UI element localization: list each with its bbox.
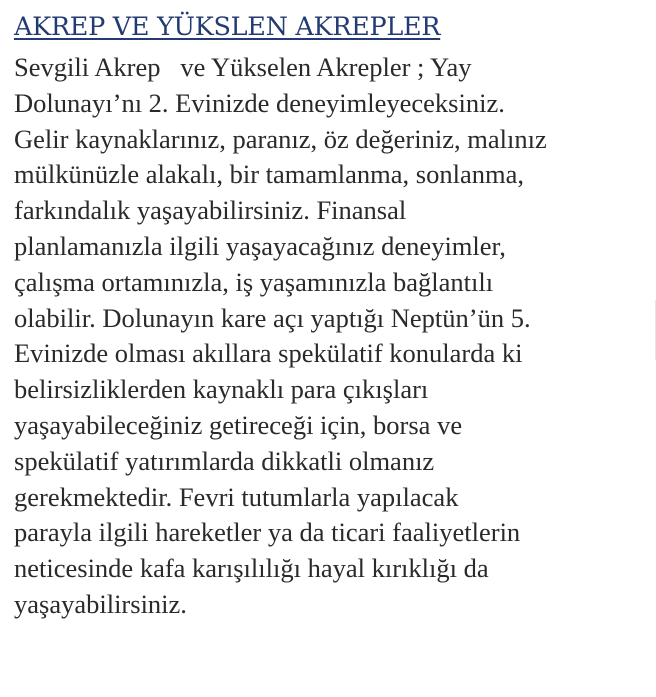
body-line: spekülatif yatırımlarda dikkatli olmanız bbox=[14, 445, 435, 476]
body-line: Dolunayı’nı 2. Evinizde deneyimleyeceksiniz. bbox=[14, 87, 505, 118]
body-line: parayla ilgili hareketler ya da ticari faaliyetlerin bbox=[14, 517, 521, 548]
article-heading: AKREP VE YÜKSLEN AKREPLER bbox=[14, 12, 441, 42]
body-line: yaşayabileceğiniz getireceği için, borsa ve bbox=[14, 409, 463, 440]
body-line: neticesinde kafa karışılılığı hayal kırıklığı da bbox=[14, 553, 489, 584]
body-line: çalışma ortamınızla, iş yaşamınızla bağlantılı bbox=[14, 266, 494, 297]
body-line: planlamanızla ilgili yaşayacağınız deneyimler, bbox=[14, 230, 506, 261]
body-line: farkındalık yaşayabilirsiniz. Finansal bbox=[14, 195, 407, 226]
body-line: Gelir kaynaklarınız, paranız, öz değeriniz, malınız bbox=[14, 123, 547, 154]
body-line: mülkünüzle alakalı, bir tamamlanma, sonlanma, bbox=[14, 159, 524, 190]
body-line: gerekmektedir. Fevri tutumlarla yapılacak bbox=[14, 481, 459, 512]
page-edge-divider bbox=[652, 300, 656, 360]
body-line: Evinizde olması akıllara spekülatif konularda ki bbox=[14, 338, 523, 369]
article-body bbox=[14, 50, 644, 623]
body-line: yaşayabilirsiniz. bbox=[14, 588, 187, 619]
body-line: belirsizliklerden kaynaklı para çıkışları bbox=[14, 374, 429, 405]
body-line: olabilir. Dolunayın kare açı yaptığı Neptün’ün 5. bbox=[14, 302, 531, 333]
body-line: Sevgili Akrep ve Yükselen Akrepler ; Yay bbox=[14, 52, 472, 82]
